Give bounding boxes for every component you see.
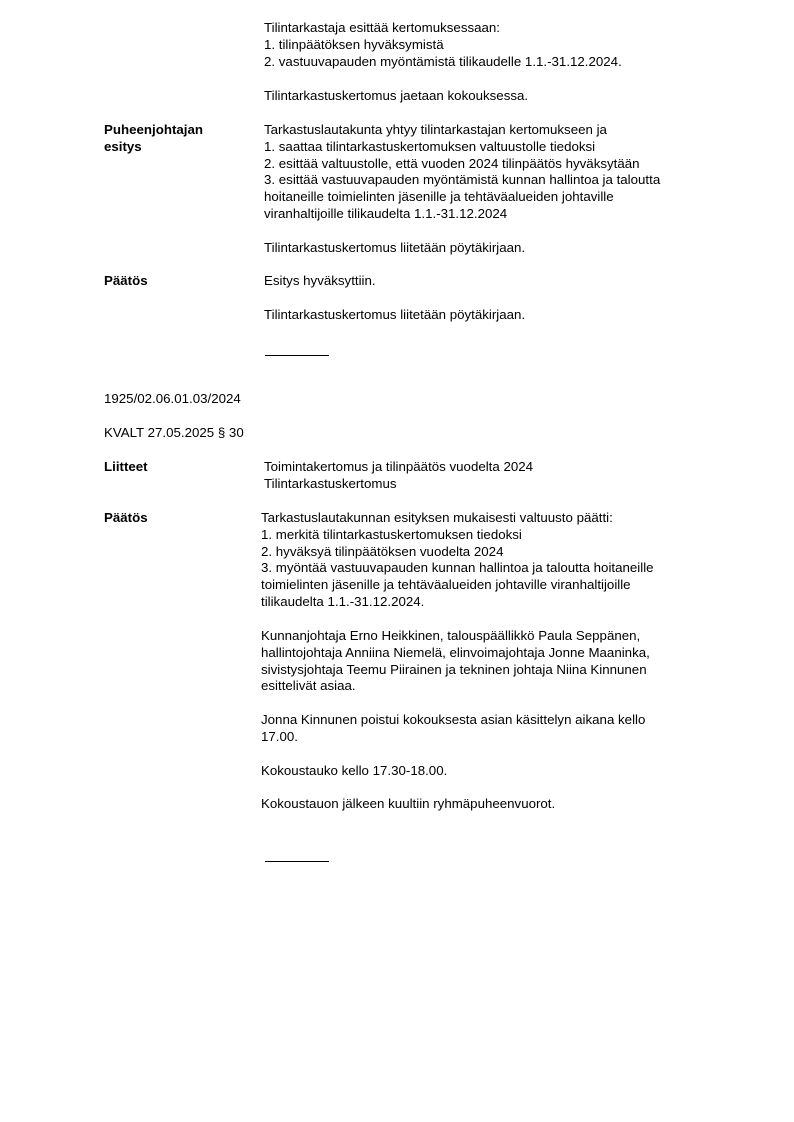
proposal-note: Tilintarkastuskertomus liitetään pöytäkirjaan. [264, 240, 526, 255]
attachments-label: Liitteet [104, 459, 148, 474]
meeting-reference: KVALT 27.05.2025 § 30 [104, 425, 244, 440]
council-decision-text: Tarkastuslautakunnan esityksen mukaisesti valtuusto päätti: 1. merkitä tilintarkastuskertomuksen tiedoksi 2. hyväksyä tilinpäätöksen vuodelta 2024 3. myöntää vastuuvapauden kunnan hallintoa ja taloutta hoitaneille toimielinten jäsenille ja tehtäväalueiden johtaville viranhaltijoille tilikaudelta 1.1.-31.12.2024. [261, 510, 654, 609]
group-speeches-note: Kokoustauon jälkeen kuultiin ryhmäpuheenvuorot. [261, 796, 556, 811]
attachments-list: Toimintakertomus ja tilinpäätös vuodelta 2024 Tilintarkastuskertomus [264, 459, 534, 491]
decision-text: Esitys hyväksyttiin. [264, 273, 376, 288]
decision-label: Päätös [104, 273, 148, 288]
auditor-statement: Tilintarkastaja esittää kertomuksessaan: 1. tilinpäätöksen hyväksymistä 2. vastuuvapauden myöntämistä tilikaudelle 1.1.-31.12.2024. [264, 20, 622, 69]
auditor-report-note: Tilintarkastuskertomus jaetaan kokouksessa. [264, 88, 529, 103]
case-reference: 1925/02.06.01.03/2024 [104, 391, 241, 406]
proposal-label: Puheenjohtajan esitys [104, 122, 203, 154]
decision-note: Tilintarkastuskertomus liitetään pöytäkirjaan. [264, 307, 526, 322]
council-decision-label: Päätös [104, 510, 148, 525]
departure-note: Jonna Kinnunen poistui kokouksesta asian käsittelyn aikana kello 17.00. [261, 712, 646, 744]
divider-rule-bottom [265, 861, 329, 862]
meeting-break-note: Kokoustauko kello 17.30-18.00. [261, 763, 448, 778]
proposal-text: Tarkastuslautakunta yhtyy tilintarkastajan kertomukseen ja 1. saattaa tilintarkastuskertomuksen valtuustolle tiedoksi 2. esittää valtuustolle, että vuoden 2024 tilinpäätös hyväksytään 3. esittää vastuuvapauden myöntämistä kunnan hallintoa ja taloutta hoitaneille toimielinten jäsenille ja tehtäväalueiden johtaville viranhaltijoille tilikaudelta 1.1.-31.12.2024 [264, 122, 661, 221]
presenters-text: Kunnanjohtaja Erno Heikkinen, talouspäällikkö Paula Seppänen, hallintojohtaja Anniina Niemelä, elinvoimajohtaja Jonne Maaninka, sivistysjohtaja Teemu Piirainen ja tekninen johtaja Niina Kinnunen esittelivät asiaa. [261, 628, 650, 694]
divider-rule [265, 355, 329, 356]
